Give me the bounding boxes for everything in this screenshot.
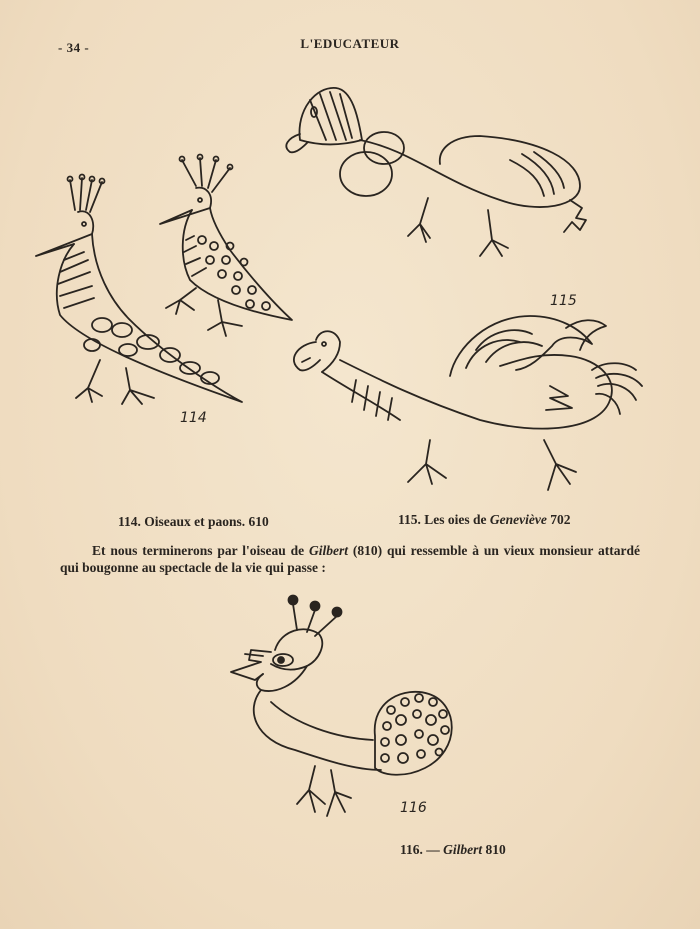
caption-114-text: Oiseaux et paons.: [144, 514, 246, 529]
bird-right: [160, 155, 292, 337]
caption-115: [398, 512, 570, 528]
paragraph-author: Gilbert: [309, 543, 349, 558]
drawing-115-geese: [280, 80, 660, 500]
caption-114: [118, 514, 269, 530]
bird-left: [36, 175, 242, 405]
body-paragraph: [60, 542, 640, 576]
caption-114-number: 114.: [118, 514, 141, 529]
handwritten-number-116: 116: [400, 800, 427, 816]
paragraph-part2: (810) qui ressemble à un vieux monsieur attardé qui bougonne au spectacle de la vie qui passe :: [60, 543, 640, 575]
caption-115-code: 702: [550, 512, 571, 527]
caption-116: [400, 842, 506, 858]
caption-114-code: 610: [248, 514, 269, 529]
drawing-114-birds-and-peacocks: [30, 150, 300, 420]
goose-bottom: [294, 316, 642, 490]
caption-115-author: Geneviève: [489, 512, 547, 527]
caption-116-code: 810: [485, 842, 506, 857]
handwritten-number-115: 115: [550, 293, 577, 309]
goose-top: [286, 88, 586, 256]
caption-115-number: 115.: [398, 512, 421, 527]
caption-116-dash: —: [426, 842, 440, 857]
paragraph-part1: Et nous terminerons par l'oiseau de: [92, 543, 305, 558]
page-number: - 34 -: [58, 40, 90, 55]
running-title: L'EDUCATEUR: [300, 36, 400, 51]
caption-115-text: Les oies de: [424, 512, 487, 527]
caption-116-number: 116.: [400, 842, 423, 857]
drawing-116-gilberts-bird: [215, 590, 465, 830]
handwritten-number-114: 114: [180, 410, 207, 426]
gilbert-bird: [231, 596, 452, 817]
caption-116-author: Gilbert: [443, 842, 483, 857]
